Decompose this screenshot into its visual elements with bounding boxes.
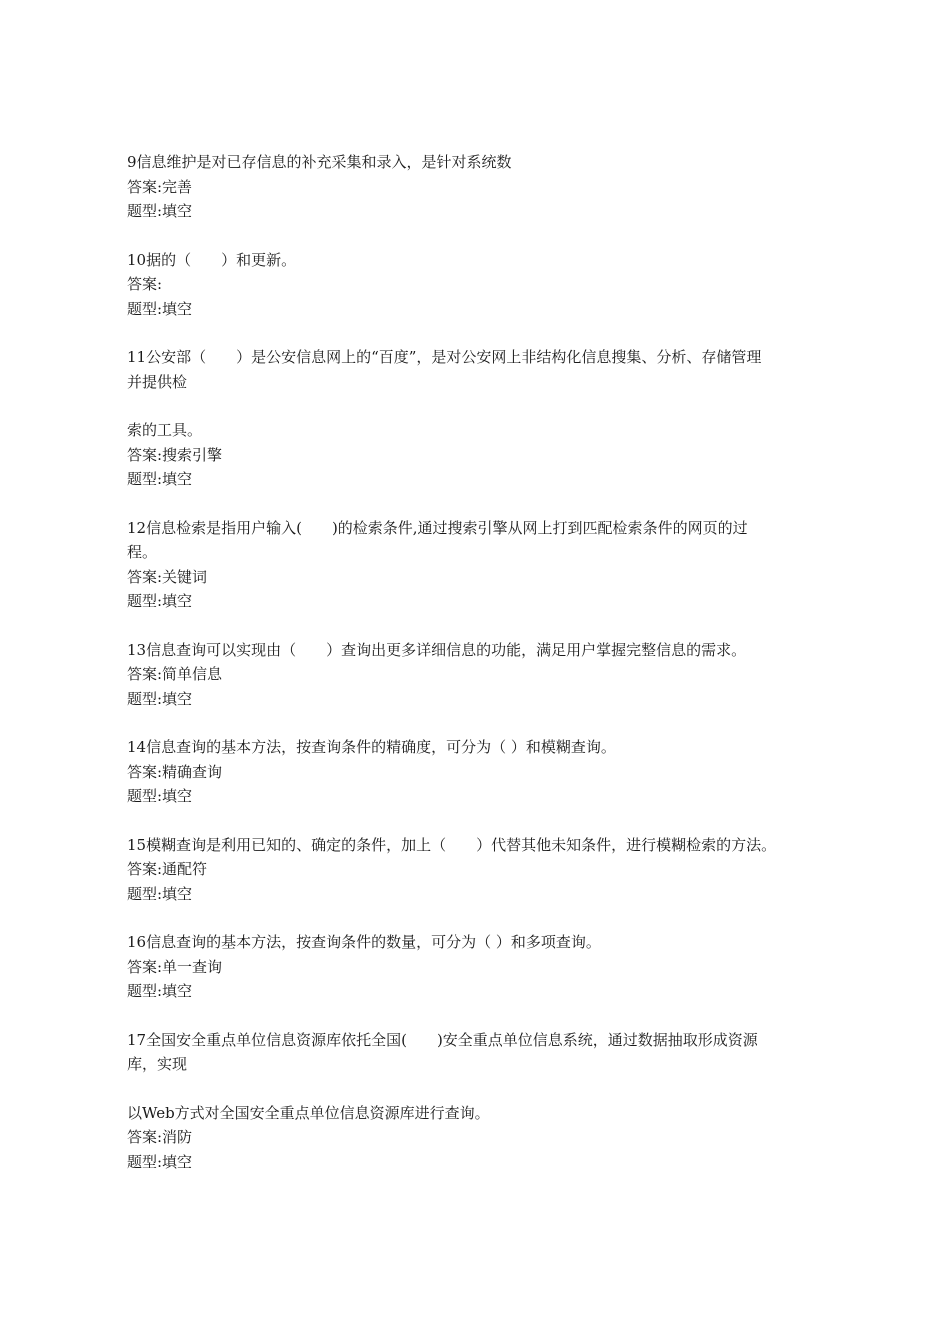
answer-line: 答案:完善	[127, 177, 193, 196]
question-type-line: 题型:填空	[127, 884, 193, 903]
question-block-10	[127, 248, 827, 322]
question-text-wrap: 并提供检	[127, 372, 188, 391]
question-text-wrap: 库，实现	[127, 1055, 188, 1073]
question-block-13	[127, 638, 827, 712]
spacer	[127, 394, 827, 418]
spacer	[127, 492, 827, 516]
question-text: 11公安部（ ）是公安信息网上的“百度”，是对公安网上非结构化信息搜集、分析、存储管理	[127, 348, 762, 366]
answer-line: 答案:单一查询	[127, 957, 223, 976]
spacer	[127, 1077, 827, 1101]
question-text: 13信息查询可以实现由（ ）查询出更多详细信息的功能，满足用户掌握完整信息的需求。	[127, 640, 747, 659]
question-type-line: 题型:填空	[127, 592, 193, 610]
question-text-continuation: 以Web方式对全国安全重点单位信息资源库进行查询。	[127, 1103, 490, 1122]
question-type-line: 题型:填空	[127, 982, 193, 1000]
question-block-14	[127, 735, 827, 809]
spacer	[127, 906, 827, 930]
spacer	[127, 614, 827, 638]
question-type-line: 题型:填空	[127, 470, 193, 488]
question-block-17	[127, 1028, 827, 1175]
question-type-line: 题型:填空	[127, 787, 193, 805]
answer-line: 答案:搜索引擎	[127, 445, 223, 464]
spacer	[127, 711, 827, 735]
spacer	[127, 224, 827, 248]
answer-line: 答案:	[127, 275, 163, 293]
question-text: 15模糊查询是利用已知的、确定的条件，加上（ ）代替其他未知条件，进行模糊检索的方法。	[127, 835, 777, 854]
spacer	[127, 1004, 827, 1028]
question-block-9	[127, 150, 827, 224]
question-block-16	[127, 930, 827, 1004]
answer-line: 答案:简单信息	[127, 665, 223, 683]
question-text-continuation: 索的工具。	[127, 421, 203, 439]
question-text: 12信息检索是指用户输入( )的检索条件,通过搜索引擎从网上打到匹配检索条件的网页的过	[127, 518, 748, 537]
question-text: 17全国安全重点单位信息资源库依托全国( )安全重点单位信息系统，通过数据抽取形成资源	[127, 1030, 758, 1049]
question-text-wrap: 程。	[127, 543, 158, 561]
document-page	[127, 150, 827, 1174]
question-type-line: 题型:填空	[127, 689, 193, 708]
question-text: 9信息维护是对已存信息的补充采集和录入，是针对系统数	[127, 153, 512, 171]
answer-line: 答案:消防	[127, 1128, 193, 1146]
answer-line: 答案:关键词	[127, 567, 208, 586]
spacer	[127, 809, 827, 833]
spacer	[127, 321, 827, 345]
question-text: 10据的（ ）和更新。	[127, 250, 297, 269]
question-type-line: 题型:填空	[127, 299, 193, 318]
question-type-line: 题型:填空	[127, 1152, 193, 1171]
question-text: 14信息查询的基本方法，按查询条件的精确度，可分为（ ）和模糊查询。	[127, 738, 616, 756]
question-block-15	[127, 833, 827, 907]
question-type-line: 题型:填空	[127, 202, 193, 220]
question-block-12	[127, 516, 827, 614]
answer-line: 答案:精确查询	[127, 762, 223, 781]
question-text: 16信息查询的基本方法，按查询条件的数量，可分为（ ）和多项查询。	[127, 933, 601, 951]
question-block-11	[127, 345, 827, 492]
answer-line: 答案:通配符	[127, 860, 208, 878]
